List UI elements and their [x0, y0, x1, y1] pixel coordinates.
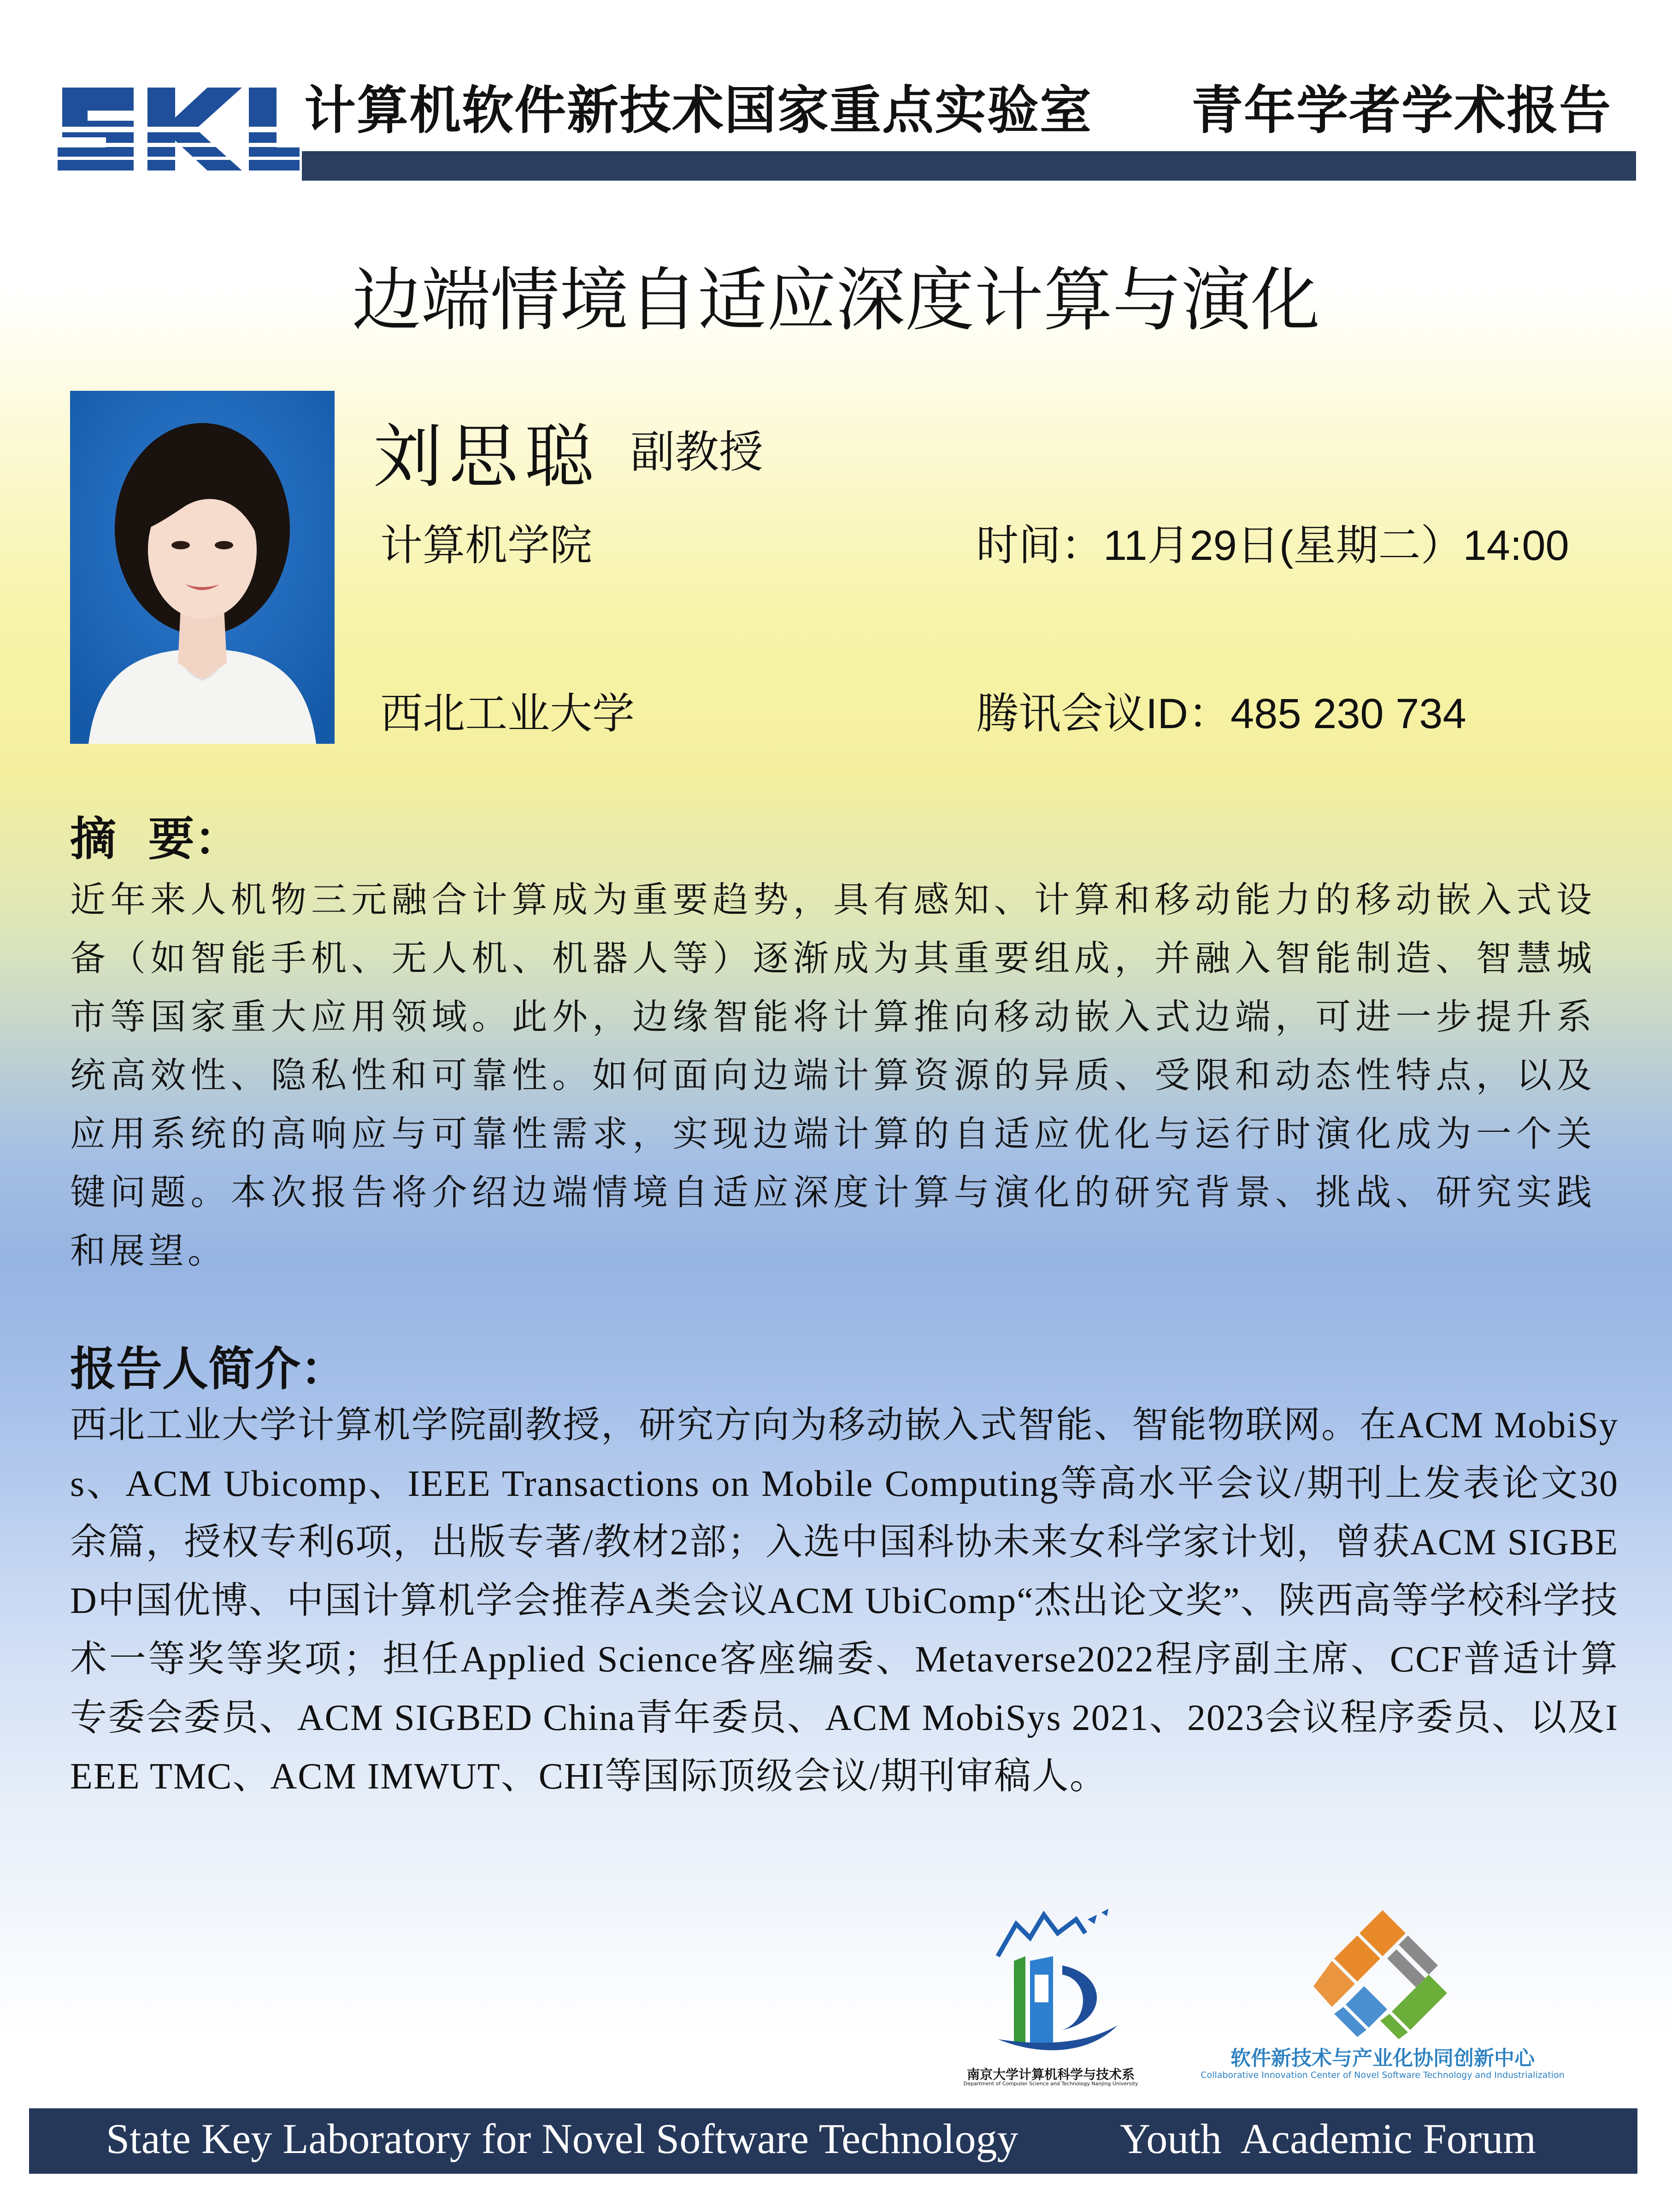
nju-logo-caption: 南京大学计算机科学与技术系	[966, 2067, 1135, 2082]
footer-forum-name: Youth Academic Forum	[1120, 2115, 1536, 2162]
meeting-id: 腾讯会议ID：485 230 734	[976, 690, 1466, 737]
speaker-name: 刘思聪	[373, 417, 601, 497]
speaker-rank: 副教授	[630, 426, 763, 478]
talk-title: 边端情境自适应深度计算与演化	[352, 260, 1320, 341]
speaker-university: 西北工业大学	[380, 689, 635, 738]
lab-title: 计算机软件新技术国家重点实验室	[304, 81, 1092, 141]
innovation-center-caption-en: Collaborative Innovation Center of Novel Software Technology and Industrialization	[1201, 2070, 1565, 2080]
speaker-portrait-icon	[70, 391, 335, 744]
speaker-department: 计算机学院	[380, 521, 593, 570]
series-title: 青年学者学术报告	[1191, 81, 1612, 141]
abstract-heading: 摘 要：	[70, 812, 241, 866]
bio-heading: 报告人简介：	[70, 1342, 347, 1396]
abstract-text: 近年来人机物三元融合计算成为重要趋势，具有感知、计算和移动能力的移动嵌入式设备（如智能手机、无人机、机器人等）逐渐成为其重要组成，并融入智能制造、智慧城市等国家重大应用领域。此外，边缘智能将计算推向移动嵌入式边端，可进一步提升系统高效性、隐私性和可靠性。如何面向边端计算资源的异质、受限和动态性特点，以及应用系统的高响应与可靠性需求，实现边端计算的自适应优化与运行时演化成为一个关键问题。本次报告将介绍边端情境自适应深度计算与演化的研究背景、挑战、研究实践和展望。	[70, 880, 1595, 1272]
skl-logo	[53, 78, 302, 184]
bio-text: 西北工业大学计算机学院副教授，研究方向为移动嵌入式智能、智能物联网。在ACM MobiSys、ACM Ubicomp、IEEE Transactions on Mobile Computing等高水平会议/期刊上发表论文30余篇，授权专利6项，出版专著/教材2部；入选中国科协未来女科学家计划，曾获ACM SIGBED中国优博、中国计算机学会推荐A类会议ACM UbiComp“杰出论文奖”、陕西高等学校科学技术一等奖等奖项；担任Applied Science客座编委、Metaverse2022程序副主席、CCF普适计算专委会委员、ACM SIGBED China青年委员、ACM MobiSys 2021、2023会议程序委员、以及IEEE TMC、ACM IMWUT、CHI等国际顶级会议/期刊审稿人。	[70, 1405, 1619, 1797]
footer-lab-name: State Key Laboratory for Novel Software Technology	[106, 2115, 1019, 2162]
header-bar	[302, 151, 1636, 181]
speaker-photo	[70, 391, 335, 744]
innovation-center-logo	[1313, 1906, 1452, 2039]
nju-logo-caption-en: Department of Computer Science and Technology Nanjing University	[963, 2081, 1138, 2087]
nju-cs-logo	[970, 1906, 1127, 2058]
innovation-center-caption: 软件新技术与产业化协同创新中心	[1230, 2047, 1535, 2070]
talk-time: 时间：11月29日(星期二）14:00	[976, 522, 1569, 569]
